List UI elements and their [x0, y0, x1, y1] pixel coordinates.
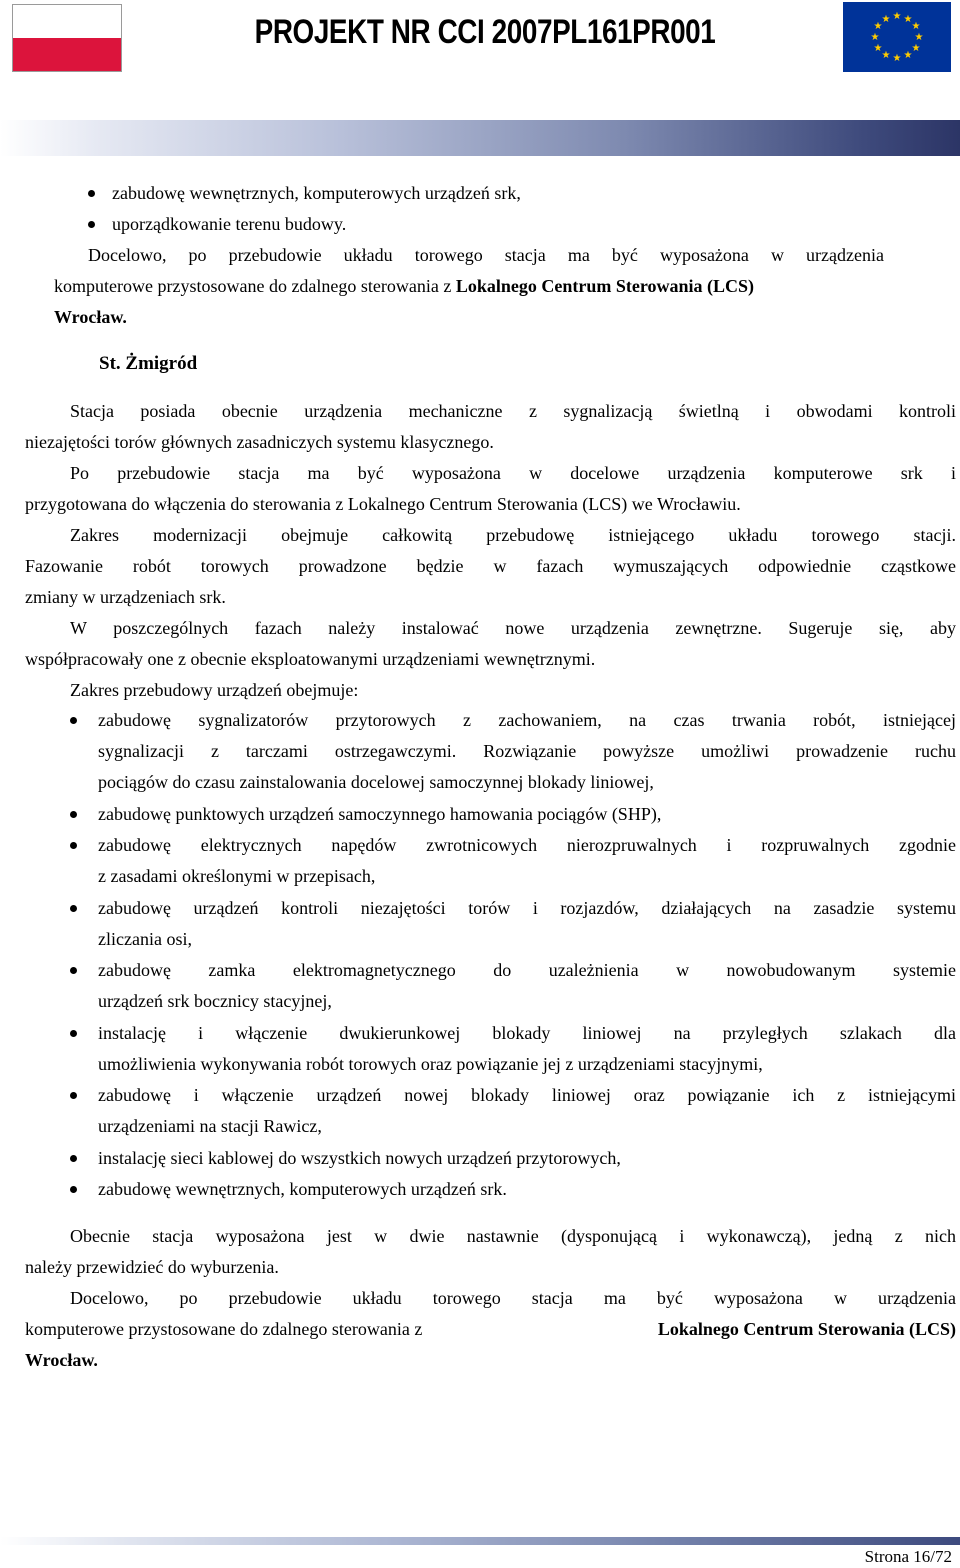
- p6-line-2: należy przewidzieć do wyburzenia.: [25, 1257, 279, 1277]
- svg-text:★: ★: [892, 11, 902, 22]
- scope-item-3-line-2: z zasadami określonymi w przepisach,: [98, 866, 376, 886]
- header-gradient-bar: [0, 120, 960, 156]
- bullet-icon: [70, 1092, 77, 1099]
- p7-line-2-text: komputerowe przystosowane do zdalnego sterowania z: [25, 1319, 423, 1339]
- p7-lcs: Lokalnego Centrum Sterowania (LCS): [657, 1319, 956, 1339]
- scope-item-7-line-1: zabudowę i włączenie urządzeń nowej blokady liniowej oraz powiązanie ich z istniejącymi: [98, 1085, 956, 1105]
- page-number: Strona 16/72: [864, 1547, 952, 1566]
- intro-para-lcs: Lokalnego Centrum Sterowania (LCS): [455, 276, 755, 296]
- eu-flag-icon: [843, 2, 951, 72]
- scope-item-6-line-2: umożliwienia wykonywania robót torowych oraz powiązanie jej z urządzeniami stacyjnymi,: [98, 1054, 763, 1074]
- p3: Zakres modernizacji obejmuje całkowitą przebudowę istniejącego układu torowego stacji.: [70, 525, 956, 545]
- project-title: PROJEKT NR CCI 2007PL161PR001: [254, 13, 716, 51]
- bullet-icon: [70, 1030, 77, 1037]
- scope-item-4-line-2: zliczania osi,: [98, 929, 192, 949]
- svg-text:★: ★: [903, 50, 913, 61]
- p7-line-3: Wrocław.: [25, 1350, 98, 1370]
- svg-text:★: ★: [892, 53, 902, 64]
- scope-item-2: zabudowę punktowych urządzeń samoczynnego hamowania pociągów (SHP),: [98, 804, 662, 824]
- bullet-icon: [88, 221, 95, 228]
- bullet-icon: [70, 811, 77, 818]
- scope-item-5-line-2: urządzeń srk bocznicy stacyjnej,: [98, 991, 332, 1011]
- svg-text:★: ★: [873, 43, 883, 54]
- scope-label: Zakres przebudowy urządzeń obejmuje:: [70, 680, 359, 700]
- svg-text:★: ★: [911, 21, 921, 32]
- scope-item-7-line-2: urządzeniami na stacji Rawicz,: [98, 1116, 322, 1136]
- svg-text:★: ★: [911, 43, 921, 54]
- p4-line-1: Fazowanie robót torowych prowadzone będzie w fazach wymuszających odpowiednie cząstkowe: [25, 556, 956, 576]
- p5-line-2: współpracowały one z obecnie eksploatowanymi urządzeniami wewnętrznymi.: [25, 649, 596, 669]
- scope-item-1-line-1: zabudowę sygnalizatorów przytorowych z zachowaniem, na czas trwania robót, istniejącej: [98, 710, 956, 730]
- p5-line-1: W poszczególnych fazach należy instalować nowe urządzenia zewnętrzne. Sugeruje się, aby: [70, 618, 956, 638]
- scope-item-3-line-1: zabudowę elektrycznych napędów zwrotnicowych nierozpruwalnych i rozpruwalnych zgodnie: [98, 835, 956, 855]
- intro-para-line-2-text: komputerowe przystosowane do zdalnego sterowania z: [54, 276, 456, 296]
- p1-line-2: niezajętości torów głównych zasadniczych systemu klasycznego.: [25, 432, 494, 452]
- bullet-icon: [70, 967, 77, 974]
- scope-item-8: instalację sieci kablowej do wszystkich nowych urządzeń przytorowych,: [98, 1148, 621, 1168]
- intro-para-line-2: [54, 275, 754, 297]
- p7-line-2: [25, 1318, 956, 1340]
- svg-text:★: ★: [881, 14, 891, 25]
- svg-text:★: ★: [903, 14, 913, 25]
- poland-flag-icon: [12, 4, 122, 72]
- p6-line-1: Obecnie stacja wyposażona jest w dwie nastawnie (dysponującą i wykonawczą), jedną z nich: [70, 1226, 956, 1246]
- bullet-icon: [70, 717, 77, 724]
- p2-line-1: Po przebudowie stacja ma być wyposażona w docelowe urządzenia komputerowe srk i: [70, 463, 956, 483]
- scope-item-1-line-3: pociągów do czasu zainstalowania docelowej samoczynnej blokady liniowej,: [98, 772, 654, 792]
- svg-text:★: ★: [873, 21, 883, 32]
- scope-item-9: zabudowę wewnętrznych, komputerowych urządzeń srk.: [98, 1179, 507, 1199]
- p7-line-1: Docelowo, po przebudowie układu torowego stacja ma być wyposażona w urządzenia: [70, 1288, 956, 1308]
- scope-item-1-line-2: sygnalizacji z tarczami ostrzegawczymi. Rozwiązanie powyższe umożliwi prowadzenie ruchu: [98, 741, 956, 761]
- scope-item-5-line-1: zabudowę zamka elektromagnetycznego do uzależnienia w nowobudowanym systemie: [98, 960, 956, 980]
- footer-gradient-bar: [0, 1537, 960, 1545]
- intro-para-line-1: Docelowo, po przebudowie układu torowego stacja ma być wyposażona w urządzenia: [88, 245, 884, 265]
- section-heading: St. Żmigród: [99, 353, 198, 374]
- p1-line-1: Stacja posiada obecnie urządzenia mechaniczne z sygnalizacją świetlną i obwodami kontroli: [70, 401, 956, 421]
- bullet-icon: [88, 190, 95, 197]
- bullet-icon: [70, 905, 77, 912]
- intro-para-line-3: Wrocław.: [54, 307, 127, 327]
- scope-item-4-line-1: zabudowę urządzeń kontroli niezajętości torów i rozjazdów, działających na zasadzie systemu: [98, 898, 956, 918]
- p2-line-2: przygotowana do włączenia do sterowania z Lokalnego Centrum Sterowania (LCS) we Wrocławiu.: [25, 494, 741, 514]
- svg-text:★: ★: [870, 32, 880, 43]
- p4-line-2: zmiany w urządzeniach srk.: [25, 587, 226, 607]
- intro-bullet-1: zabudowę wewnętrznych, komputerowych urządzeń srk,: [112, 183, 521, 203]
- scope-item-6-line-1: instalację i włączenie dwukierunkowej blokady liniowej na przyległych szlakach dla: [98, 1023, 956, 1043]
- bullet-icon: [70, 1155, 77, 1162]
- svg-text:★: ★: [914, 32, 924, 43]
- bullet-icon: [70, 842, 77, 849]
- bullet-icon: [70, 1186, 77, 1193]
- intro-bullet-2: uporządkowanie terenu budowy.: [112, 214, 347, 234]
- eu-stars-icon: [843, 2, 951, 72]
- svg-text:★: ★: [881, 50, 891, 61]
